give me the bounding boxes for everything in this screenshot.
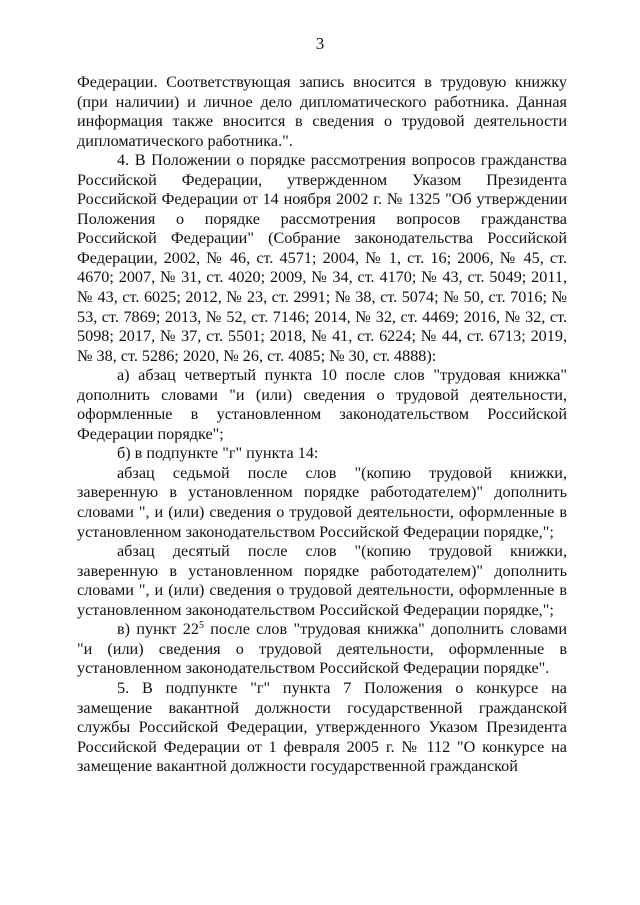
paragraph-continuation: Федерации. Соответствующая запись вносится в трудовую книжку (при наличии) и личное дело дипломатического работника. Данная информация также вносится в сведения о трудовой деятельности дипломатического работника.".	[77, 73, 567, 150]
paragraph-subitem-a: а) абзац четвертый пункта 10 после слов "трудовая книжка" дополнить словами "и (или) сведения о трудовой деятельности, оформленные в установленном законодательством Российской Федерации порядке";	[77, 366, 567, 443]
page-number: 3	[315, 34, 325, 53]
paragraph-abzac-desyatyy: абзац десятый после слов "(копию трудовой книжки, заверенную в установленном порядке работодателем)" дополнить словами ", и (или) сведения о трудовой деятельности, оформленные в установленном законодательством Российской Федерации порядке,";	[77, 542, 567, 619]
document-body	[77, 73, 567, 777]
paragraph-item-4: 4. В Положении о порядке рассмотрения вопросов гражданства Российской Федерации, утвержденном Указом Президента Российской Федерации от 14 ноября 2002 г. № 1325 "Об утверждении Положения о порядке рассмотрения вопросов гражданства Российской Федерации" (Собрание законодательства Российской Федерации, 2002, № 46, ст. 4571; 2004, № 1, ст. 16; 2006, № 45, ст. 4670; 2007, № 31, ст. 4020; 2009, № 34, ст. 4170; № 43, ст. 5049; 2011, № 43, ст. 6025; 2012, № 23, ст. 2991; № 38, ст. 5074; № 50, ст. 7016; № 53, ст. 7869; 2013, № 52, ст. 7146; 2014, № 32, ст. 4469; 2016, № 32, ст. 5098; 2017, № 37, ст. 5501; 2018, № 41, ст. 6224; № 44, ст. 6713; 2019, № 38, ст. 5286; 2020, № 26, ст. 4085; № 30, ст. 4888):	[77, 151, 567, 365]
paragraph-abzac-sedmoy: абзац седьмой после слов "(копию трудовой книжки, заверенную в установленном порядке работодателем)" дополнить словами ", и (или) сведения о трудовой деятельности, оформленные в установленном законодательством Российской Федерации порядке,";	[77, 463, 567, 541]
paragraph-subitem-v	[77, 620, 567, 679]
subitem-v-rest: после слов "трудовая книжка" дополнить словами "и (или) сведения о трудовой деятельности, оформленные в установленном законодательством Российской Федерации порядке".	[77, 620, 567, 678]
paragraph-item-5: 5. В подпункте "г" пункта 7 Положения о конкурсе на замещение вакантной должности государственной гражданской службы Российской Федерации, утвержденного Указом Президента Российской Федерации от 1 февраля 2005 г. № 112 "О конкурсе на замещение вакантной должности государственной гражданской	[77, 678, 567, 776]
paragraph-subitem-b: б) в подпункте "г" пункта 14:	[117, 444, 319, 463]
superscript-index: 5	[198, 620, 204, 632]
subitem-v-start: в) пункт 22	[117, 620, 199, 639]
